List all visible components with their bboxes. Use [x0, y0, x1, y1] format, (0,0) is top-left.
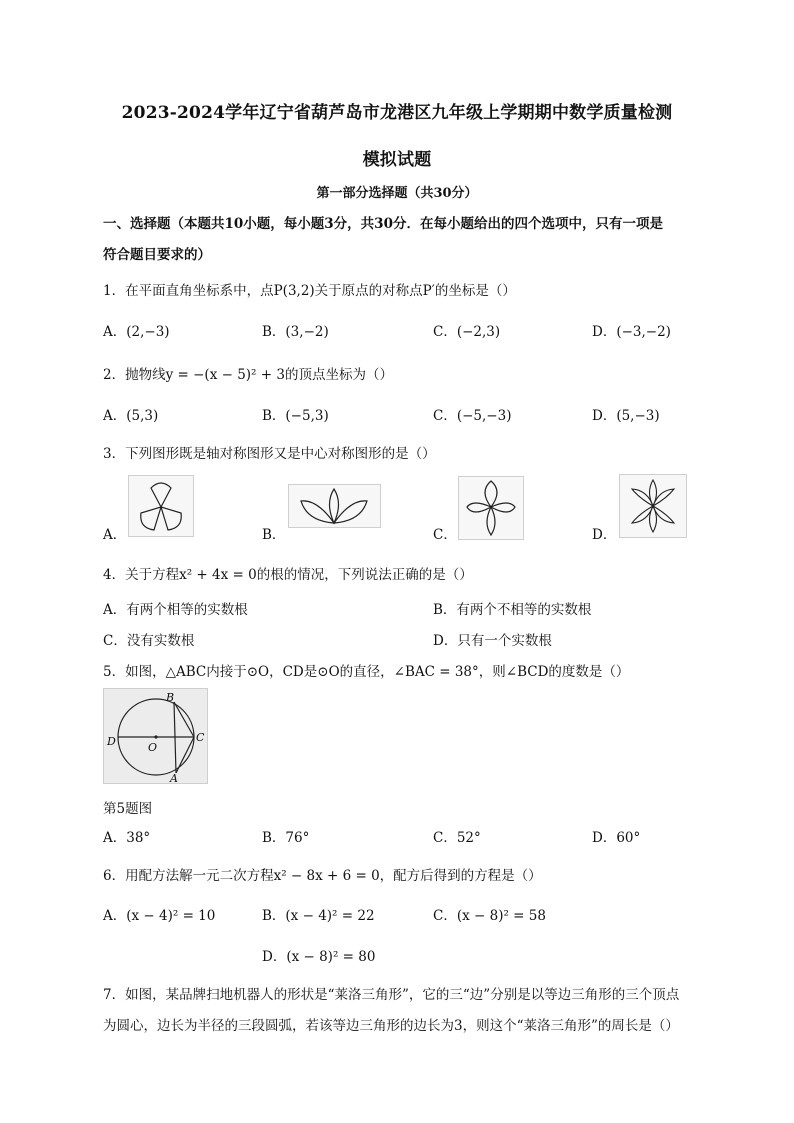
q6-option-b: B．(x − 4)² = 22: [262, 908, 375, 924]
q5-label-a: A: [170, 772, 178, 784]
q3-figure-d-six-petals: [619, 474, 687, 538]
q6-option-d: D．(x − 8)² = 80: [262, 949, 376, 965]
question-3-stem: 3．下列图形既是轴对称图形又是中心对称图形的是（）: [103, 446, 436, 462]
question-4-stem: 4．关于方程x² + 4x = 0的根的情况，下列说法正确的是（）: [103, 567, 473, 583]
section-instructions-line1: 一、选择题（本题共10小题，每小题3分，共30分．在每小题给出的四个选项中，只有一项是: [103, 216, 663, 232]
q6-option-c: C．(x − 8)² = 58: [433, 908, 546, 924]
q5-option-d: D．60°: [592, 830, 641, 846]
question-5-stem: 5．如图，△ABC内接于⊙O，CD是⊙O的直径，∠BAC = 38°，则∠BCD的度数是（）: [103, 664, 630, 680]
q4-option-a: A．有两个相等的实数根: [103, 602, 248, 618]
question-7-stem-line1: 7．如图，某品牌扫地机器人的形状是“莱洛三角形”，它的三“边”分别是以等边三角形的三个顶点: [103, 987, 680, 1003]
q5-label-o: O: [148, 741, 158, 754]
q5-option-c: C．52°: [433, 830, 481, 846]
q5-option-b: B．76°: [262, 830, 310, 846]
question-2-stem: 2．抛物线y = −(x − 5)² + 3的顶点坐标为（）: [103, 367, 393, 383]
q4-option-c: C．没有实数根: [103, 633, 195, 649]
q2-option-c: C．(−5,−3): [433, 408, 512, 424]
q1-option-d: D．(−3,−2): [592, 324, 671, 340]
q2-option-a: A．(5,3): [103, 408, 159, 424]
q1-option-a: A．(2,−3): [103, 324, 170, 340]
q3-option-d: D．: [592, 527, 617, 543]
exam-title-line1: 2023-2024学年辽宁省葫芦岛市龙港区九年级上学期期中数学质量检测: [121, 103, 673, 123]
q5-figure-caption: 第5题图: [103, 801, 153, 817]
q3-figure-b-three-petals: [288, 484, 381, 528]
q2-option-b: B．(−5,3): [262, 408, 329, 424]
exam-title-line2: 模拟试题: [362, 150, 432, 170]
q5-label-b: B: [166, 691, 175, 704]
q3-option-c: C．: [433, 527, 457, 543]
q3-option-b: B．: [262, 527, 286, 543]
q1-option-b: B．(3,−2): [262, 324, 329, 340]
q5-circle-figure: [103, 688, 208, 784]
section-instructions-line2: 符合题目要求的）: [103, 247, 211, 263]
q6-option-a: A．(x − 4)² = 10: [103, 908, 216, 924]
q4-option-d: D．只有一个实数根: [433, 633, 552, 649]
q4-option-b: B．有两个不相等的实数根: [433, 602, 592, 618]
q2-option-d: D．(5,−3): [592, 408, 660, 424]
q3-figure-c-four-petals: [458, 476, 524, 540]
question-1-stem: 1．在平面直角坐标系中，点P(3,2)关于原点的对称点P′的坐标是（）: [103, 283, 516, 299]
q5-label-c: C: [196, 731, 205, 744]
part-heading: 第一部分选择题（共30分）: [316, 186, 478, 201]
q1-option-c: C．(−2,3): [433, 324, 501, 340]
question-6-stem: 6．用配方法解一元二次方程x² − 8x + 6 = 0，配方后得到的方程是（）: [103, 868, 542, 884]
question-7-stem-line2: 为圆心，边长为半径的三段圆弧，若该等边三角形的边长为3，则这个“莱洛三角形”的周长是（）: [103, 1018, 679, 1034]
q3-option-a: A．: [103, 527, 127, 543]
q5-option-a: A．38°: [103, 830, 151, 846]
q5-label-d: D: [107, 735, 116, 748]
q3-figure-a-three-arcs: [128, 475, 194, 537]
